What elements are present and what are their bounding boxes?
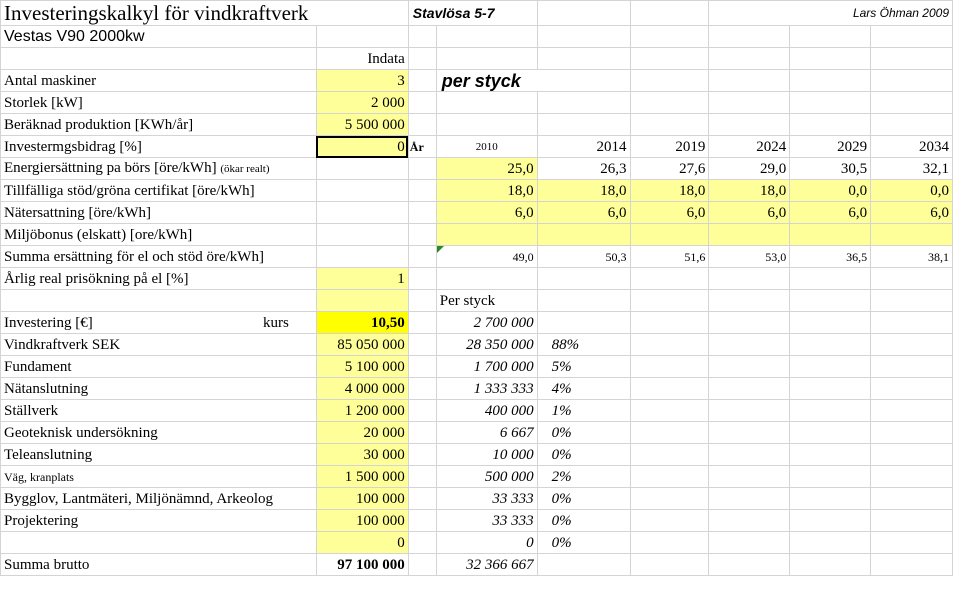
cell[interactable] <box>630 48 709 70</box>
rate-value[interactable]: 6,0 <box>790 202 871 224</box>
prisokning-input[interactable]: 1 <box>316 268 408 290</box>
cell[interactable] <box>871 466 953 488</box>
cell[interactable] <box>790 26 871 48</box>
cell[interactable] <box>630 70 709 92</box>
cell[interactable] <box>790 356 871 378</box>
cell[interactable] <box>630 444 709 466</box>
cell[interactable] <box>871 488 953 510</box>
cell[interactable] <box>709 378 790 400</box>
cell[interactable] <box>790 70 871 92</box>
cost-total[interactable]: 4 000 000 <box>316 378 408 400</box>
cost-per-styck[interactable]: 0 <box>436 532 537 554</box>
cost-label[interactable]: Vindkraftverk SEK <box>1 334 317 356</box>
cell[interactable] <box>408 334 436 356</box>
cell[interactable] <box>630 466 709 488</box>
rate-value[interactable]: 25,0 <box>436 158 537 180</box>
rate-value[interactable]: 29,0 <box>709 158 790 180</box>
cell[interactable] <box>790 114 871 136</box>
cell[interactable] <box>436 114 537 136</box>
cell[interactable] <box>436 92 537 114</box>
summa-value[interactable]: 53,0 <box>709 246 790 268</box>
summa-ersattning-label[interactable]: Summa ersättning för el och stöd öre/kWh] <box>1 246 317 268</box>
cell[interactable] <box>709 290 790 312</box>
cell[interactable] <box>871 48 953 70</box>
cell[interactable] <box>316 26 408 48</box>
cell[interactable] <box>790 312 871 334</box>
rate-value[interactable]: 26,3 <box>537 158 630 180</box>
cell[interactable] <box>790 510 871 532</box>
cost-pct[interactable]: 0% <box>537 422 630 444</box>
summa-brutto-total[interactable]: 97 100 000 <box>316 554 408 576</box>
cell[interactable] <box>408 290 436 312</box>
cost-label[interactable]: Teleanslutning <box>1 444 317 466</box>
produktion-input[interactable]: 5 500 000 <box>316 114 408 136</box>
cell[interactable] <box>408 532 436 554</box>
cell[interactable] <box>630 290 709 312</box>
cost-total[interactable]: 100 000 <box>316 510 408 532</box>
cost-total[interactable]: 1 500 000 <box>316 466 408 488</box>
cell[interactable] <box>790 466 871 488</box>
cell[interactable] <box>408 268 436 290</box>
cell[interactable] <box>1 290 317 312</box>
cell[interactable] <box>790 378 871 400</box>
cell[interactable] <box>316 290 408 312</box>
cost-pct[interactable]: 1% <box>537 400 630 422</box>
cell[interactable] <box>408 26 436 48</box>
summa-brutto-label[interactable]: Summa brutto <box>1 554 317 576</box>
cell[interactable] <box>790 48 871 70</box>
summa-value[interactable]: 50,3 <box>537 246 630 268</box>
cell[interactable] <box>316 246 408 268</box>
cost-total[interactable]: 20 000 <box>316 422 408 444</box>
cost-per-styck[interactable]: 500 000 <box>436 466 537 488</box>
cell[interactable] <box>790 488 871 510</box>
cell[interactable] <box>709 554 790 576</box>
cell[interactable] <box>790 334 871 356</box>
rate-value[interactable]: 6,0 <box>871 202 953 224</box>
cost-pct[interactable]: 0% <box>537 444 630 466</box>
cell[interactable] <box>630 356 709 378</box>
rate-value[interactable]: 18,0 <box>709 180 790 202</box>
cell[interactable] <box>871 334 953 356</box>
antal-input[interactable]: 3 <box>316 70 408 92</box>
cost-label[interactable]: Geoteknisk undersökning <box>1 422 317 444</box>
cell[interactable] <box>408 246 436 268</box>
cost-total[interactable]: 0 <box>316 532 408 554</box>
cost-pct[interactable]: 2% <box>537 466 630 488</box>
cell[interactable] <box>408 444 436 466</box>
cost-per-styck[interactable]: 1 333 333 <box>436 378 537 400</box>
cell[interactable] <box>871 26 953 48</box>
cost-per-styck[interactable]: 33 333 <box>436 488 537 510</box>
cell[interactable] <box>709 532 790 554</box>
rate-value[interactable]: 6,0 <box>436 202 537 224</box>
cost-total[interactable]: 85 050 000 <box>316 334 408 356</box>
prisokning-label[interactable]: Årlig real prisökning på el [%] <box>1 268 317 290</box>
investering-label[interactable]: Investering [€] kurs <box>1 312 317 334</box>
cell[interactable] <box>871 510 953 532</box>
cell[interactable] <box>436 48 537 70</box>
cell[interactable] <box>871 268 953 290</box>
rate-value[interactable]: 18,0 <box>436 180 537 202</box>
cost-label[interactable]: Bygglov, Lantmäteri, Miljönämnd, Arkeolog <box>1 488 317 510</box>
cost-total[interactable]: 1 200 000 <box>316 400 408 422</box>
cell[interactable] <box>630 26 709 48</box>
cell[interactable] <box>790 532 871 554</box>
cell[interactable] <box>1 48 317 70</box>
year-cell[interactable]: 2019 <box>630 136 709 158</box>
cell[interactable] <box>408 92 436 114</box>
cell[interactable] <box>537 290 630 312</box>
cell[interactable] <box>790 422 871 444</box>
rate-value[interactable] <box>537 224 630 246</box>
cell[interactable] <box>630 488 709 510</box>
cost-label[interactable] <box>1 532 317 554</box>
rate-value[interactable]: 6,0 <box>709 202 790 224</box>
cost-label[interactable]: Ställverk <box>1 400 317 422</box>
cell[interactable] <box>408 554 436 576</box>
cost-label[interactable]: Projektering <box>1 510 317 532</box>
cell[interactable] <box>871 356 953 378</box>
cell[interactable] <box>408 70 436 92</box>
rate-value[interactable]: 18,0 <box>537 180 630 202</box>
cost-pct[interactable]: 0% <box>537 532 630 554</box>
cell[interactable] <box>709 70 790 92</box>
cell[interactable] <box>871 114 953 136</box>
cost-total[interactable]: 30 000 <box>316 444 408 466</box>
rate-value[interactable] <box>436 224 537 246</box>
cell[interactable] <box>537 26 630 48</box>
rate-label[interactable]: Energiersättning pa börs [öre/kWh] (ökar realt) <box>1 158 317 180</box>
cell[interactable] <box>630 554 709 576</box>
cell[interactable] <box>709 92 790 114</box>
cell[interactable] <box>630 378 709 400</box>
cell[interactable] <box>709 356 790 378</box>
summa-brutto-per-styck[interactable]: 32 366 667 <box>436 554 537 576</box>
cell[interactable] <box>408 510 436 532</box>
summa-value[interactable]: 51,6 <box>630 246 709 268</box>
kurs-label: kurs <box>263 314 289 331</box>
cell[interactable] <box>316 180 408 202</box>
indata-header[interactable]: Indata <box>316 48 408 70</box>
cell[interactable] <box>871 70 953 92</box>
cell[interactable] <box>871 554 953 576</box>
cell[interactable] <box>630 92 709 114</box>
per-styck-heading[interactable]: per styck <box>436 70 630 92</box>
rate-label[interactable]: Miljöbonus (elskatt) [ore/kWh] <box>1 224 317 246</box>
cost-per-styck[interactable]: 1 700 000 <box>436 356 537 378</box>
rate-value[interactable]: 18,0 <box>630 180 709 202</box>
cell[interactable] <box>537 114 630 136</box>
year-cell[interactable]: 2010 <box>436 136 537 158</box>
rate-value[interactable]: 0,0 <box>790 180 871 202</box>
cell[interactable] <box>408 488 436 510</box>
sheet-title[interactable]: Investeringskalkyl för vindkraftverk <box>1 1 409 26</box>
rate-value[interactable]: 27,6 <box>630 158 709 180</box>
model-name[interactable]: Vestas V90 2000kw <box>1 26 317 48</box>
cost-per-styck[interactable]: 10 000 <box>436 444 537 466</box>
summa-value[interactable]: 49,0 <box>436 246 537 268</box>
cost-pct[interactable]: 5% <box>537 356 630 378</box>
cell[interactable] <box>408 356 436 378</box>
cell[interactable] <box>709 510 790 532</box>
cell[interactable] <box>790 268 871 290</box>
cell[interactable] <box>537 1 630 26</box>
cell[interactable] <box>408 224 436 246</box>
cell[interactable] <box>709 312 790 334</box>
cell[interactable] <box>408 312 436 334</box>
cell[interactable] <box>408 180 436 202</box>
rate-value[interactable] <box>871 224 953 246</box>
cell[interactable] <box>537 92 630 114</box>
cell[interactable] <box>790 400 871 422</box>
cost-total[interactable]: 5 100 000 <box>316 356 408 378</box>
storlek-label[interactable]: Storlek [kW] <box>1 92 317 114</box>
year-cell[interactable]: 2014 <box>537 136 630 158</box>
cell[interactable] <box>408 378 436 400</box>
site-name[interactable]: Stavlösa 5-7 <box>408 1 537 26</box>
cell[interactable] <box>408 400 436 422</box>
cost-pct[interactable]: 0% <box>537 488 630 510</box>
storlek-input[interactable]: 2 000 <box>316 92 408 114</box>
cell[interactable] <box>790 554 871 576</box>
cost-pct[interactable]: 88% <box>537 334 630 356</box>
rate-label[interactable]: Nätersattning [öre/kWh] <box>1 202 317 224</box>
produktion-label[interactable]: Beräknad produktion [KWh/år] <box>1 114 317 136</box>
bidrag-input-selected[interactable]: 0 <box>316 136 408 158</box>
rate-label[interactable]: Tillfälliga stöd/gröna certifikat [öre/kWh] <box>1 180 317 202</box>
cell[interactable] <box>537 312 630 334</box>
rate-value[interactable] <box>630 224 709 246</box>
cost-label[interactable]: Nätanslutning <box>1 378 317 400</box>
cell[interactable] <box>709 48 790 70</box>
author-credit[interactable]: Lars Öhman 2009 <box>709 1 953 26</box>
cell[interactable] <box>630 510 709 532</box>
rate-value[interactable] <box>790 224 871 246</box>
cost-pct[interactable]: 0% <box>537 510 630 532</box>
summa-value[interactable]: 38,1 <box>871 246 953 268</box>
cell[interactable] <box>709 488 790 510</box>
cell[interactable] <box>630 422 709 444</box>
cell[interactable] <box>630 400 709 422</box>
cell[interactable] <box>630 1 709 26</box>
cell[interactable] <box>537 268 630 290</box>
year-cell[interactable]: 2024 <box>709 136 790 158</box>
cell[interactable] <box>871 532 953 554</box>
cell[interactable] <box>630 312 709 334</box>
cell[interactable] <box>436 26 537 48</box>
cell[interactable] <box>871 378 953 400</box>
cost-per-styck[interactable]: 400 000 <box>436 400 537 422</box>
rate-value[interactable]: 30,5 <box>790 158 871 180</box>
rate-value[interactable]: 32,1 <box>871 158 953 180</box>
year-cell[interactable]: 2034 <box>871 136 953 158</box>
rate-value[interactable]: 6,0 <box>537 202 630 224</box>
cell[interactable] <box>316 158 408 180</box>
cell[interactable] <box>790 92 871 114</box>
rate-value[interactable]: 6,0 <box>630 202 709 224</box>
cell[interactable] <box>871 422 953 444</box>
per-styck-label[interactable]: Per styck <box>436 290 537 312</box>
cell[interactable] <box>537 554 630 576</box>
cell[interactable] <box>408 202 436 224</box>
cost-per-styck[interactable]: 28 350 000 <box>436 334 537 356</box>
cost-label[interactable]: Fundament <box>1 356 317 378</box>
rate-value[interactable] <box>709 224 790 246</box>
cell[interactable] <box>709 114 790 136</box>
cell[interactable] <box>630 268 709 290</box>
cell[interactable] <box>790 290 871 312</box>
cell[interactable] <box>871 290 953 312</box>
cell[interactable] <box>709 422 790 444</box>
investering-per-styck[interactable]: 2 700 000 <box>436 312 537 334</box>
cell[interactable] <box>408 48 436 70</box>
cell[interactable] <box>709 466 790 488</box>
cost-pct[interactable]: 4% <box>537 378 630 400</box>
summa-value[interactable]: 36,5 <box>790 246 871 268</box>
cell[interactable] <box>790 444 871 466</box>
cell[interactable] <box>871 312 953 334</box>
cell[interactable] <box>630 334 709 356</box>
cost-per-styck[interactable]: 33 333 <box>436 510 537 532</box>
year-cell[interactable]: 2029 <box>790 136 871 158</box>
cell[interactable] <box>709 268 790 290</box>
cell[interactable] <box>709 400 790 422</box>
cell[interactable] <box>408 466 436 488</box>
cell[interactable] <box>630 532 709 554</box>
bidrag-label[interactable]: Investermgsbidrag [%] <box>1 136 317 158</box>
cell[interactable] <box>709 26 790 48</box>
ar-label[interactable]: År <box>408 136 436 158</box>
cell[interactable] <box>316 224 408 246</box>
cell[interactable] <box>630 114 709 136</box>
cost-label[interactable]: Väg, kranplats <box>1 466 317 488</box>
cell[interactable] <box>408 422 436 444</box>
cell[interactable] <box>408 158 436 180</box>
rate-value[interactable]: 0,0 <box>871 180 953 202</box>
cost-total[interactable]: 100 000 <box>316 488 408 510</box>
cell[interactable] <box>709 444 790 466</box>
cell[interactable] <box>871 400 953 422</box>
cell[interactable] <box>316 202 408 224</box>
antal-label[interactable]: Antal maskiner <box>1 70 317 92</box>
cell[interactable] <box>408 114 436 136</box>
cost-per-styck[interactable]: 6 667 <box>436 422 537 444</box>
cell[interactable] <box>436 268 537 290</box>
cell[interactable] <box>537 48 630 70</box>
kurs-input[interactable]: 10,50 <box>316 312 408 334</box>
cell[interactable] <box>871 92 953 114</box>
cell[interactable] <box>709 334 790 356</box>
cell[interactable] <box>871 444 953 466</box>
